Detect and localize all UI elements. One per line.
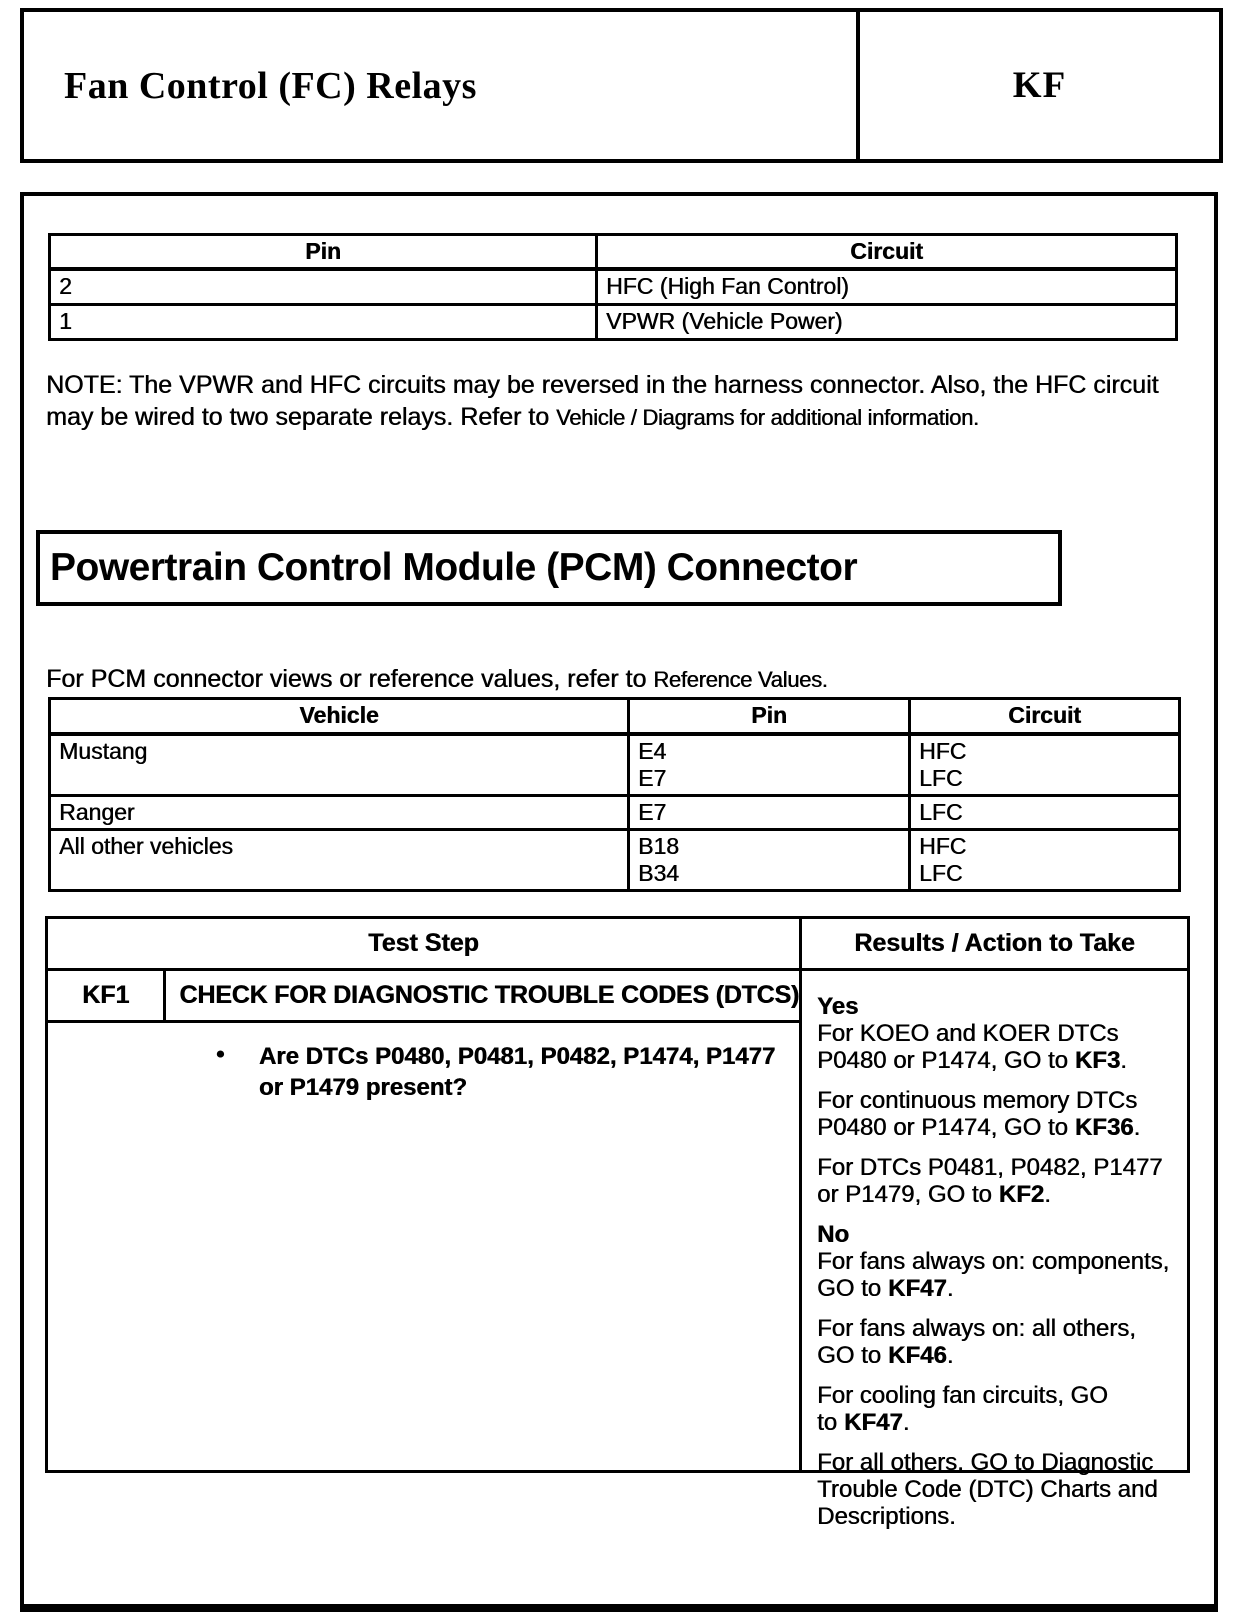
section-heading: Powertrain Control Module (PCM) Connector xyxy=(50,546,858,589)
action-text: For DTCs P0481, P0482, P1477 or P1479, GO to xyxy=(817,1154,1163,1208)
action-punct: . xyxy=(902,1409,910,1436)
circuit-cell xyxy=(910,830,1180,891)
circuit-line: LFC xyxy=(919,765,963,791)
step-question-row xyxy=(48,1023,799,1103)
test-step-body xyxy=(48,971,1187,1530)
action-step-ref: KF47 xyxy=(888,1275,947,1302)
action-item xyxy=(817,1248,1177,1302)
action-text: For cooling fan circuits, GO to xyxy=(817,1382,1108,1436)
table-header-row xyxy=(48,919,1187,971)
action-punct: . xyxy=(1120,1047,1127,1074)
action-item xyxy=(817,1449,1177,1530)
intro-text: For PCM connector views or reference values, refer to xyxy=(46,665,654,693)
action-text: For all others, GO to Diagnostic Trouble Code (DTC) Charts and Descriptions. xyxy=(817,1449,1158,1530)
action-punct: . xyxy=(946,1275,954,1302)
action-step-ref: KF2 xyxy=(998,1181,1045,1208)
test-step-title-row xyxy=(48,971,799,1023)
pin-cell xyxy=(629,734,910,796)
header-code-cell xyxy=(860,12,1219,159)
column-header-circuit: Circuit xyxy=(910,699,1180,735)
pcm-connector-table xyxy=(48,697,1181,892)
vehicle-cell: All other vehicles xyxy=(50,830,629,891)
pin-cell: 2 xyxy=(50,269,597,305)
circuit-cell: VPWR (Vehicle Power) xyxy=(597,305,1177,340)
action-item xyxy=(817,1154,1177,1208)
action-punct: . xyxy=(1133,1114,1141,1141)
results-yes-group xyxy=(817,993,1177,1208)
action-punct: . xyxy=(1044,1181,1051,1208)
vehicle-cell: Mustang xyxy=(50,734,629,796)
pin-line: E4 xyxy=(638,738,667,764)
table-row xyxy=(50,734,1180,796)
action-text: For continuous memory DTCs P0480 or P1474, GO to xyxy=(817,1087,1138,1141)
action-punct: . xyxy=(946,1342,954,1369)
results-column xyxy=(802,971,1187,1530)
circuit-cell: LFC xyxy=(910,796,1180,830)
content-box xyxy=(20,192,1218,1612)
circuit-line: HFC xyxy=(919,738,967,764)
action-text: For fans always on: components, GO to xyxy=(817,1248,1170,1302)
pin-cell: E7 xyxy=(629,796,910,830)
table-header-row xyxy=(50,699,1180,735)
step-id: KF1 xyxy=(48,971,166,1020)
note-text: NOTE: The VPWR and HFC circuits may be reversed in the harness connector. Also, the HFC circuit may be wired to two separate relays. Refer to xyxy=(46,371,1159,431)
action-step-ref: KF36 xyxy=(1074,1114,1134,1141)
page-title: Fan Control (FC) Relays xyxy=(64,64,477,107)
action-text: For fans always on: all others, GO to xyxy=(817,1315,1136,1369)
page-header-box xyxy=(20,8,1223,163)
test-step-column xyxy=(48,971,802,1470)
action-step-ref: KF3 xyxy=(1074,1047,1121,1074)
action-step-ref: KF46 xyxy=(888,1342,947,1369)
pin-line: E7 xyxy=(638,765,667,791)
note-paragraph xyxy=(46,369,1171,434)
header-title-cell xyxy=(24,12,860,159)
table-row xyxy=(50,305,1177,340)
relay-pin-table xyxy=(48,233,1178,341)
circuit-cell: HFC (High Fan Control) xyxy=(597,269,1177,305)
section-heading-box xyxy=(36,530,1062,606)
table-header-row xyxy=(50,235,1177,270)
table-row xyxy=(50,830,1180,891)
column-header-circuit: Circuit xyxy=(597,235,1177,270)
note-reference-link: Vehicle / Diagrams xyxy=(555,405,734,430)
column-header-vehicle: Vehicle xyxy=(50,699,629,735)
action-step-ref: KF47 xyxy=(844,1409,903,1436)
column-header-test-step: Test Step xyxy=(48,919,802,968)
circuit-cell xyxy=(910,734,1180,796)
pin-line: B34 xyxy=(638,860,679,886)
action-item xyxy=(817,1020,1177,1074)
action-item xyxy=(817,1087,1177,1141)
action-item xyxy=(817,1382,1177,1436)
test-step-table xyxy=(45,916,1190,1530)
yes-label: Yes xyxy=(817,993,859,1020)
note-text-tail: for additional information. xyxy=(733,405,979,430)
circuit-line: HFC xyxy=(919,833,967,859)
step-title: CHECK FOR DIAGNOSTIC TROUBLE CODES (DTCS) xyxy=(179,981,799,1009)
vehicle-cell: Ranger xyxy=(50,796,629,830)
bullet-icon: • xyxy=(216,1041,225,1068)
action-item xyxy=(817,1315,1177,1369)
column-header-pin: Pin xyxy=(50,235,597,270)
column-header-pin: Pin xyxy=(629,699,910,735)
pin-cell xyxy=(629,830,910,891)
action-text: For KOEO and KOER DTCs P0480 or P1474, GO to xyxy=(817,1020,1119,1074)
pin-line: B18 xyxy=(638,833,679,859)
intro-reference-link: Reference Values. xyxy=(653,667,828,692)
no-label: No xyxy=(817,1221,849,1248)
column-header-results: Results / Action to Take xyxy=(854,929,1135,957)
table-row xyxy=(50,269,1177,305)
pin-cell: 1 xyxy=(50,305,597,340)
step-question: Are DTCs P0480, P0481, P0482, P1474, P1477 or P1479 present? xyxy=(258,1043,776,1101)
pcm-intro-paragraph xyxy=(46,665,1166,694)
circuit-line: LFC xyxy=(919,860,963,886)
section-code: KF xyxy=(1012,65,1067,106)
results-no-group xyxy=(817,1221,1177,1530)
table-row xyxy=(50,796,1180,830)
